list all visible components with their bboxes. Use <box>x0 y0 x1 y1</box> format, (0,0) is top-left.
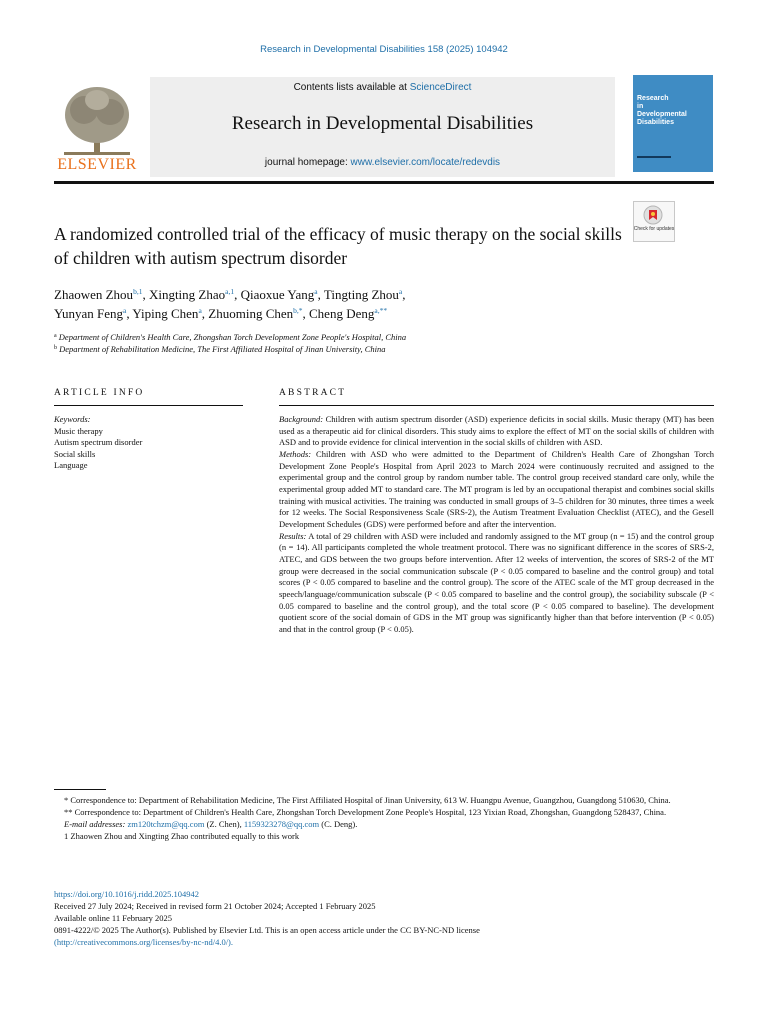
abstract-text: Children with autism spectrum disorder (ASD) experience deficits in social skills. Music therapy (MT) has been used as a therapeutic aid for clinical disorders. This study aims to explore the effect of MT on the social skills of children with ASD and to provide evidence for clinical intervention in the social skills of children with ASD. <box>279 414 715 448</box>
available-online: Available online 11 February 2025 <box>54 913 173 923</box>
cover-title-line: in <box>637 103 644 110</box>
footnote-correspondence: * Correspondence to: Department of Rehabilitation Medicine, The First Affiliated Hospital of Jinan University, 613 W. Huangpu Avenue, Guangzhou, Guangdong 510630, China. <box>64 795 671 805</box>
received-dates: Received 27 July 2024; Received in revised form 21 October 2024; Accepted 1 February 2025 <box>54 901 376 911</box>
abstract-heading: ABSTRACT <box>279 388 347 398</box>
cover-accent-bar <box>637 156 671 158</box>
license-link[interactable]: (http://creativecommons.org/licenses/by-nc-nd/4.0/). <box>54 937 234 947</box>
contents-line <box>150 82 615 93</box>
keyword-item: Music therapy <box>54 425 103 436</box>
email-link[interactable]: zm120tchzm@qq.com <box>127 819 205 829</box>
homepage-prefix: journal homepage: <box>264 157 351 168</box>
author-separator: , <box>126 306 133 321</box>
doi-link[interactable]: https://doi.org/10.1016/j.ridd.2025.104942 <box>54 889 200 899</box>
check-updates-label: Check for updates <box>633 226 675 232</box>
email-link[interactable]: 1159323278@qq.com <box>243 819 320 829</box>
author-separator: , <box>402 287 406 302</box>
author-name: Yunyan Feng <box>54 306 123 321</box>
affiliation-item <box>54 343 714 355</box>
footnote-equal-contribution: 1 Zhaowen Zhou and Xingting Zhao contributed equally to this work <box>64 831 300 841</box>
article-info-rule <box>54 405 243 406</box>
abstract-methods <box>279 449 714 531</box>
author-separator: , <box>317 287 324 302</box>
sciencedirect-link[interactable]: ScienceDirect <box>409 82 472 93</box>
article-title: A randomized controlled trial of the efficacy of music therapy on the social skills of children with autism spectrum disorder <box>54 224 622 268</box>
author-name: Yiping Chen <box>132 306 199 321</box>
author-affil-link[interactable]: a <box>398 287 403 296</box>
author-list <box>54 285 714 323</box>
affiliation-text: Department of Rehabilitation Medicine, The First Affiliated Hospital of Jinan University, China <box>59 344 386 354</box>
author-separator: , <box>302 306 310 321</box>
journal-reference-link[interactable]: Research in Developmental Disabilities 158 (2025) 104942 <box>260 44 508 55</box>
footnote-rule <box>54 789 106 790</box>
abstract-label: Methods: <box>279 448 312 459</box>
author-name: Zhaowen Zhou <box>54 287 134 302</box>
abstract-rule <box>279 405 714 406</box>
header-rule <box>54 181 714 184</box>
journal-homepage-link[interactable]: www.elsevier.com/locate/redevdis <box>350 157 501 168</box>
keywords-block <box>54 414 243 472</box>
abstract-label: Background: <box>279 414 324 424</box>
affiliations <box>54 331 714 355</box>
check-updates-icon <box>643 205 663 225</box>
abstract-label: Results: <box>279 530 307 541</box>
author-name: Tingting Zhou <box>323 287 399 302</box>
email-owner: (C. Deng). <box>319 819 358 829</box>
author-affil-link[interactable]: a <box>122 306 127 315</box>
cover-title-line: Developmental <box>637 111 687 118</box>
keyword-item: Social skills <box>54 448 96 459</box>
author-affil-link[interactable]: a <box>198 306 202 315</box>
keyword-item: Language <box>54 460 88 471</box>
author-separator: , <box>201 306 209 321</box>
cover-title-line: Research <box>637 95 669 102</box>
author-separator: , <box>234 287 241 302</box>
author-affil-link[interactable]: a,** <box>374 306 388 315</box>
author-name: Xingting Zhao <box>148 287 226 302</box>
email-owner: (Z. Chen), <box>204 819 244 829</box>
footnotes <box>54 794 714 842</box>
author-separator: , <box>142 287 149 302</box>
author-name: Qiaoxue Yang <box>240 287 315 302</box>
keyword-item: Autism spectrum disorder <box>54 437 143 448</box>
footnote-emails <box>54 818 714 830</box>
article-info-heading: ARTICLE INFO <box>54 388 145 398</box>
affiliation-marker: b <box>54 345 57 351</box>
footnote-correspondence: ** Correspondence to: Department of Children's Health Care, Zhongshan Torch Development Zone People's Hospital, 123 Yixian Road, Zhongshan, Guangdong 528437, China. <box>64 807 667 817</box>
contents-prefix: Contents lists available at <box>293 82 410 93</box>
affiliation-text: Department of Children's Health Care, Zhongshan Torch Development Zone People's Hospital, China <box>58 332 407 342</box>
cover-title-line: Disabilities <box>637 119 674 126</box>
keywords-label: Keywords: <box>54 414 91 424</box>
author-name: Zhuoming Chen <box>208 306 294 321</box>
journal-title: Research in Developmental Disabilities <box>231 113 534 134</box>
affiliation-item <box>54 331 714 343</box>
affiliation-marker: a <box>54 333 57 339</box>
publication-info <box>54 888 714 948</box>
license-statement: 0891-4222/© 2025 The Author(s). Published by Elsevier Ltd. This is an open access article under the CC BY-NC-ND license <box>54 925 480 935</box>
email-label: E-mail addresses: <box>64 819 126 829</box>
abstract-results <box>279 531 714 636</box>
abstract-background <box>279 414 714 449</box>
abstract-text: Children with ASD who were admitted to the Department of Children's Health Care of Zhongshan Torch Development Zone People's Hospital from April 2023 to March 2024 were continuously recruited and assigned to the experimental group and the control group by random number table. The control group received standard care only, while the experimental group added MT to standard care. The MT program is led by an occupational therapist and combines social skills training with musical activities. The training was conducted in small groups of 3–5 children for 30 minutes, three times a week for 12 weeks. The Social Responsiveness Scale (SRS-2), the Autism Treatment Evaluation Checklist (ATEC), and the Gesell Development Schedules (GDS) were performed before and after the intervention. <box>279 448 714 529</box>
author-name: Cheng Deng <box>309 306 375 321</box>
elsevier-wordmark: ELSEVIER <box>57 156 137 173</box>
abstract-body <box>279 414 714 635</box>
author-affil-link[interactable]: a,1 <box>225 287 235 296</box>
abstract-text: A total of 29 children with ASD were included and randomly assigned to the MT group (n = 15) and the control group (n = 14). All participants completed the whole treatment protocol. There was no significant difference in the scores of SRS-2, ATEC, and GDS between the two groups before intervention. After 12 weeks of intervention, the scores of SRS-2 of the MT group were decreased in the social communication subscale (P < 0.05 compared to baseline and the control group) and total scores (P < 0.05 compared to baseline and the control group). The score of the ATEC scale of the MT group decreased in the speech/language/communication subscale (P < 0.05 compared to baseline and the control group), the sociability subscale (P < 0.05 compared to baseline and the control group), and the total score (P < 0.05 compared to baseline). The development quotient score of the social domain of GDS in the MT group was significantly higher than that before intervention (P < 0.05) and that in the control group (P < 0.05). <box>279 530 714 634</box>
author-affil-link[interactable]: a <box>314 287 318 296</box>
author-affil-link[interactable]: b,1 <box>133 287 143 296</box>
author-affil-link[interactable]: b,* <box>293 306 303 315</box>
cover-title <box>637 95 707 127</box>
homepage-line <box>150 157 615 168</box>
